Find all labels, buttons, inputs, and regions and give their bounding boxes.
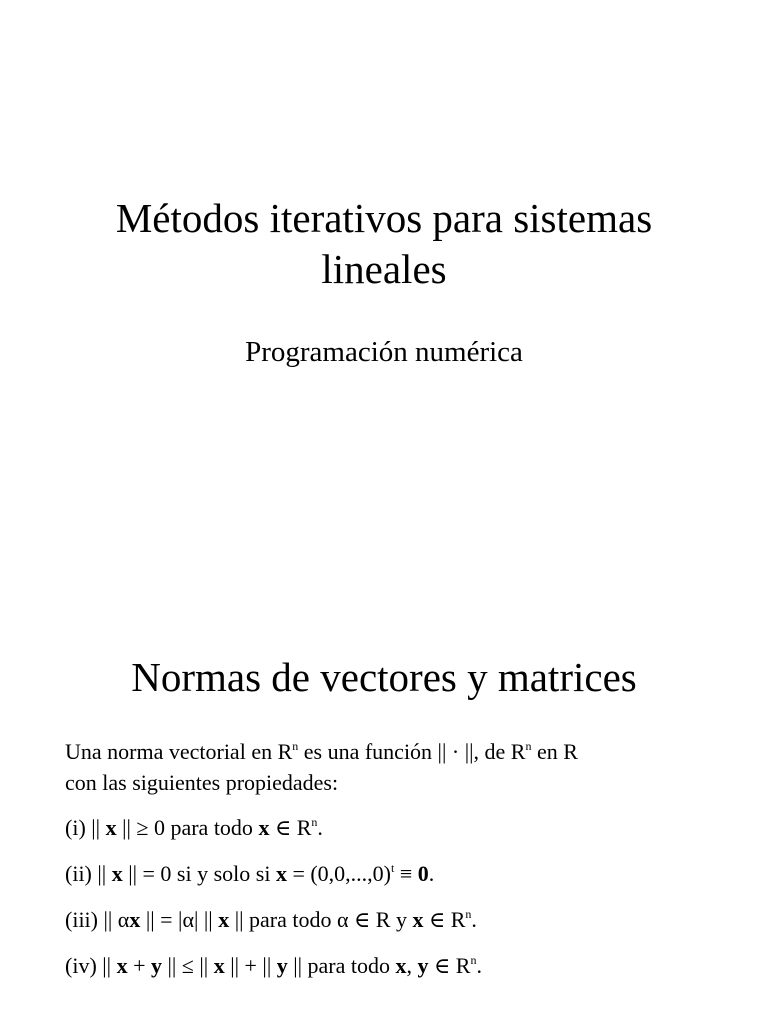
- intro-sup-2: n: [525, 739, 532, 753]
- slide-title: [40, 193, 728, 295]
- p2-e: .: [428, 861, 435, 886]
- p1-x2: x: [258, 815, 270, 840]
- p3-b: || = |α| ||: [140, 907, 219, 932]
- p4-sup: n: [470, 953, 477, 967]
- property-i: [65, 812, 728, 843]
- p3-a: (iii) || α: [65, 907, 130, 932]
- p4-c: || ≤ ||: [162, 953, 214, 978]
- p4-y1: y: [151, 953, 162, 978]
- p4-x2: x: [213, 953, 225, 978]
- p4-e: || para todo: [287, 953, 396, 978]
- intro-sup-1: n: [292, 739, 299, 753]
- p4-a: (iv) ||: [65, 953, 117, 978]
- p3-c: || para todo α ∈ R y: [229, 907, 413, 932]
- property-iii: [65, 904, 728, 935]
- p3-x1: x: [129, 907, 141, 932]
- p4-y2: y: [276, 953, 288, 978]
- intro-text-line-2: con las siguientes propiedades:: [65, 770, 339, 795]
- p4-d: || + ||: [224, 953, 277, 978]
- p1-b: || ≥ 0 para todo: [116, 815, 259, 840]
- p1-sup: n: [311, 815, 318, 829]
- p2-zero-vector: 0: [417, 861, 429, 886]
- slide-title-line-1: Métodos iterativos para sistemas: [115, 195, 653, 241]
- intro-text-3: en R: [531, 739, 578, 764]
- p2-a: (ii) ||: [65, 861, 112, 886]
- p2-sup: t: [391, 861, 395, 875]
- p3-e: .: [471, 907, 477, 932]
- content-slide: [0, 512, 768, 1024]
- p4-f: ,: [406, 953, 418, 978]
- p4-b: +: [127, 953, 151, 978]
- p1-c: ∈ R: [269, 815, 312, 840]
- intro-text-2: es una función || · ||, de R: [298, 739, 526, 764]
- p2-x1: x: [111, 861, 123, 886]
- p4-g: ∈ R: [428, 953, 471, 978]
- p2-b: || = 0 si y solo si: [122, 861, 276, 886]
- p2-x2: x: [275, 861, 287, 886]
- property-iv: [65, 950, 728, 981]
- p4-x1: x: [116, 953, 128, 978]
- intro-text-1: Una norma vectorial en R: [65, 739, 293, 764]
- p3-d: ∈ R: [423, 907, 466, 932]
- p1-x1: x: [105, 815, 117, 840]
- p1-d: .: [317, 815, 323, 840]
- p2-c: = (0,0,...,0): [286, 861, 391, 886]
- slide-subtitle: Programación numérica: [245, 336, 523, 368]
- slide-heading: Normas de vectores y matrices: [131, 654, 637, 700]
- slide-title-line-2: lineales: [321, 246, 447, 292]
- slide-body: [65, 736, 728, 996]
- p4-h: .: [476, 953, 482, 978]
- p4-y3: y: [417, 953, 429, 978]
- p3-sup: n: [465, 907, 472, 921]
- p4-x3: x: [395, 953, 407, 978]
- p3-x3: x: [412, 907, 424, 932]
- intro-paragraph: [65, 736, 728, 798]
- p3-x2: x: [218, 907, 230, 932]
- p1-a: (i) ||: [65, 815, 106, 840]
- p2-d: ≡: [394, 861, 418, 886]
- property-ii: [65, 858, 728, 889]
